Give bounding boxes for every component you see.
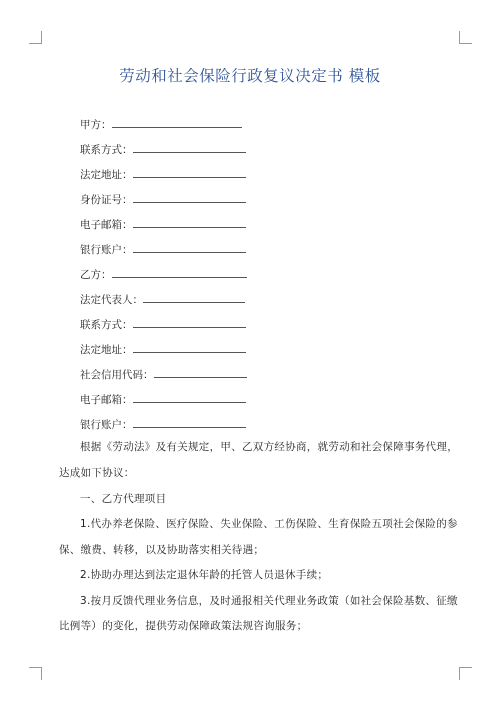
field-blank-line <box>133 166 246 178</box>
field-blank-line <box>133 141 246 153</box>
field-blank-line <box>133 316 246 328</box>
corner-mark-bottom-right <box>459 667 472 680</box>
field-label: 法定地址： <box>80 169 133 181</box>
field-party-b <box>80 266 247 282</box>
field-party-b-address <box>80 341 246 357</box>
field-label: 电子邮箱： <box>80 394 133 406</box>
field-blank-line <box>112 116 242 128</box>
field-blank-line <box>133 416 246 428</box>
field-blank-line <box>133 216 246 228</box>
field-party-a-contact <box>80 141 246 157</box>
corner-mark-top-right <box>459 31 472 44</box>
item-3-line1: 3.按月反馈代理业务信息，及时通报相关代理业务政策（如社会保险基数、征缴 <box>80 595 458 607</box>
field-label: 法定地址： <box>80 344 133 356</box>
field-party-a-bank <box>80 241 246 257</box>
item-1-line2: 保、缴费、转移，以及协助落实相关待遇； <box>59 544 265 556</box>
field-party-b-contact <box>80 316 246 332</box>
intro-paragraph-line2: 达成如下协议： <box>59 467 135 479</box>
field-party-b-credit-code <box>80 366 247 382</box>
field-blank-line <box>112 266 247 278</box>
item-2: 2.协助办理达到法定退休年龄的托管人员退休手续； <box>80 569 329 581</box>
section-heading: 一、乙方代理项目 <box>80 493 167 505</box>
field-label: 身份证号： <box>80 194 133 206</box>
document-title: 劳动和社会保险行政复议决定书 模板 <box>119 67 381 85</box>
field-label: 甲方： <box>80 119 112 131</box>
corner-mark-top-left <box>29 31 42 44</box>
field-blank-line <box>133 391 246 403</box>
field-blank-line <box>143 291 245 303</box>
corner-mark-bottom-left <box>29 667 42 680</box>
intro-paragraph-line1: 根据《劳动法》及有关规定，甲、乙双方经协商，就劳动和社会保障事务代理， <box>80 441 458 453</box>
field-party-a-address <box>80 166 246 182</box>
field-label: 联系方式： <box>80 144 133 156</box>
field-party-b-bank <box>80 416 246 432</box>
field-label: 法定代表人： <box>80 294 143 306</box>
field-blank-line <box>133 191 246 203</box>
field-label: 乙方： <box>80 269 112 281</box>
field-blank-line <box>133 241 246 253</box>
field-party-a-id <box>80 191 246 207</box>
field-label: 银行账户： <box>80 419 133 431</box>
field-blank-line <box>133 341 246 353</box>
field-label: 电子邮箱： <box>80 219 133 231</box>
field-label: 银行账户： <box>80 244 133 256</box>
field-party-b-email <box>80 391 246 407</box>
field-party-b-representative <box>80 291 245 307</box>
item-3-line2: 比例等）的变化，提供劳动保障政策法规咨询服务； <box>59 620 308 632</box>
field-party-a <box>80 116 242 132</box>
field-blank-line <box>154 366 247 378</box>
item-1-line1: 1.代办养老保险、医疗保险、失业保险、工伤保险、生育保险五项社会保险的参 <box>80 518 458 530</box>
field-label: 社会信用代码： <box>80 369 154 381</box>
field-label: 联系方式： <box>80 319 133 331</box>
field-party-a-email <box>80 216 246 232</box>
